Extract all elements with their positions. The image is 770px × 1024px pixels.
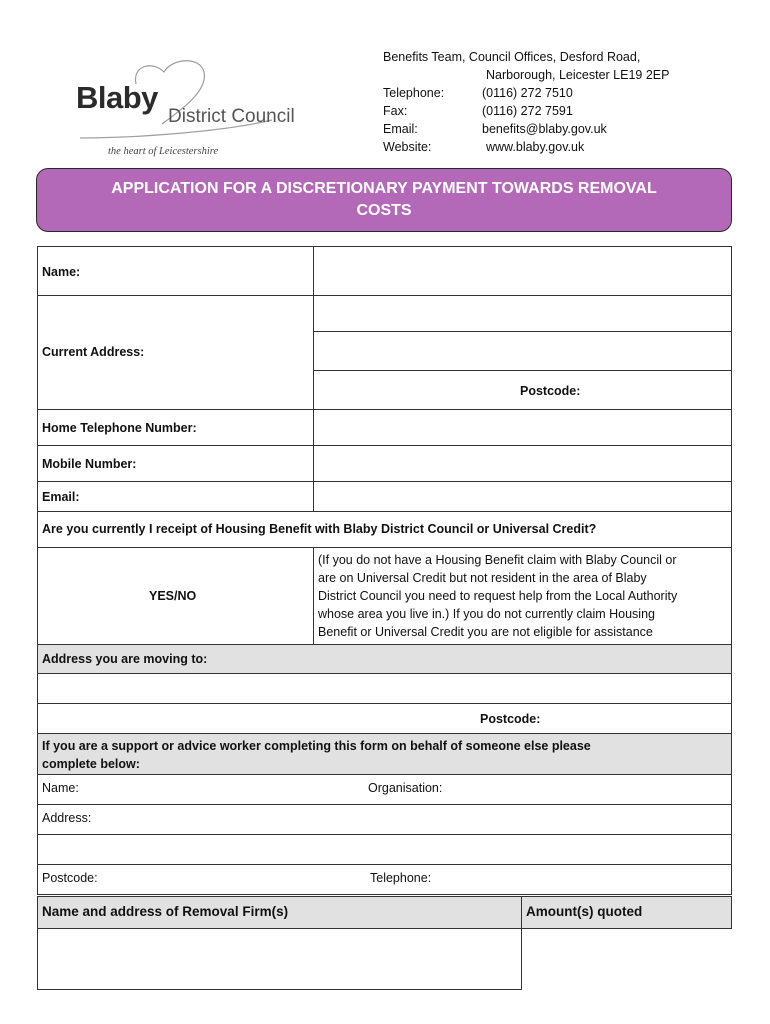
housing-benefit-question-cell [37,511,732,548]
logo-subtitle: District Council [168,106,295,127]
worker-address-field[interactable] [37,804,732,835]
housing-benefit-note-cell [313,547,732,645]
current-address-line-1-field[interactable] [313,295,732,332]
worker-postcode-telephone-row[interactable] [37,864,732,895]
moving-address-header [37,644,732,674]
form-title-banner [36,168,732,232]
housing-benefit-note-line: whose area you live in.) If you do not currently claim Housing [318,607,655,621]
moving-postcode-field[interactable] [37,703,732,734]
yes-no-cell[interactable] [37,547,314,645]
email-field[interactable] [313,481,732,512]
logo-wordmark: Blaby [76,80,158,115]
home-telephone-label-cell [37,409,314,446]
housing-benefit-note-line: Benefit or Universal Credit you are not eligible for assistance [318,625,653,639]
address-line-2: Narborough, Leicester LE19 2EP [486,68,670,82]
form-title-line-2: COSTS [356,202,412,219]
current-postcode-label: Postcode: [520,384,581,398]
email-label-cell [37,481,314,512]
moving-postcode-label: Postcode: [480,712,541,726]
current-address-line-2-field[interactable] [313,331,732,371]
address-line-1: Benefits Team, Council Offices, Desford Road, [383,50,641,64]
housing-benefit-note [318,551,730,641]
moving-address-field[interactable] [37,673,732,704]
worker-address-label: Address: [42,811,92,825]
support-worker-header [37,733,732,775]
email-value: benefits@blaby.gov.uk [482,122,607,136]
website-label: Website: [383,140,432,154]
mobile-label: Mobile Number: [42,457,137,471]
worker-name-organisation-row[interactable] [37,774,732,805]
fax-label: Fax: [383,104,408,118]
telephone-label: Telephone: [383,86,445,100]
housing-benefit-note-line: are on Universal Credit but not resident in the area of Blaby [318,571,647,585]
current-address-label-cell [37,295,314,410]
council-logo [72,54,312,164]
moving-address-label: Address you are moving to: [42,652,208,666]
support-worker-instruction-line-1: If you are a support or advice worker completing this form on behalf of someone else please [42,739,591,753]
email-label: Email: [383,122,418,136]
name-label: Name: [42,265,81,279]
worker-name-label: Name: [42,781,79,795]
worker-postcode-label: Postcode: [42,871,98,885]
worker-address-line-2-field[interactable] [37,834,732,865]
home-telephone-label: Home Telephone Number: [42,421,197,435]
name-label-cell [37,246,314,296]
removal-firm-header [37,896,522,929]
current-postcode-field[interactable] [313,370,732,410]
amount-quoted-label: Amount(s) quoted [526,904,643,919]
mobile-label-cell [37,445,314,482]
website-value: www.blaby.gov.uk [486,140,585,154]
applicant-email-label: Email: [42,490,80,504]
support-worker-instruction-line-2: complete below: [42,757,140,771]
telephone-value: (0116) 272 7510 [482,86,573,100]
current-address-label: Current Address: [42,345,145,359]
housing-benefit-note-line: District Council you need to request help from the Local Authority [318,589,678,603]
organisation-label: Organisation: [368,781,443,795]
amount-quoted-header [521,896,732,929]
home-telephone-field[interactable] [313,409,732,446]
name-field[interactable] [313,246,732,296]
logo-tagline: the heart of Leicestershire [108,146,219,157]
worker-telephone-label: Telephone: [370,871,432,885]
removal-firm-field[interactable] [37,928,522,990]
housing-benefit-note-line: (If you do not have a Housing Benefit claim with Blaby Council or [318,553,677,567]
fax-value: (0116) 272 7591 [482,104,573,118]
mobile-field[interactable] [313,445,732,482]
yes-no-label: YES/NO [149,589,197,603]
form-title-line-1: APPLICATION FOR A DISCRETIONARY PAYMENT TOWARDS REMOVAL [111,180,657,197]
housing-benefit-question: Are you currently I receipt of Housing Benefit with Blaby District Council or Universal Credit? [42,522,597,536]
removal-firm-label: Name and address of Removal Firm(s) [42,904,289,919]
